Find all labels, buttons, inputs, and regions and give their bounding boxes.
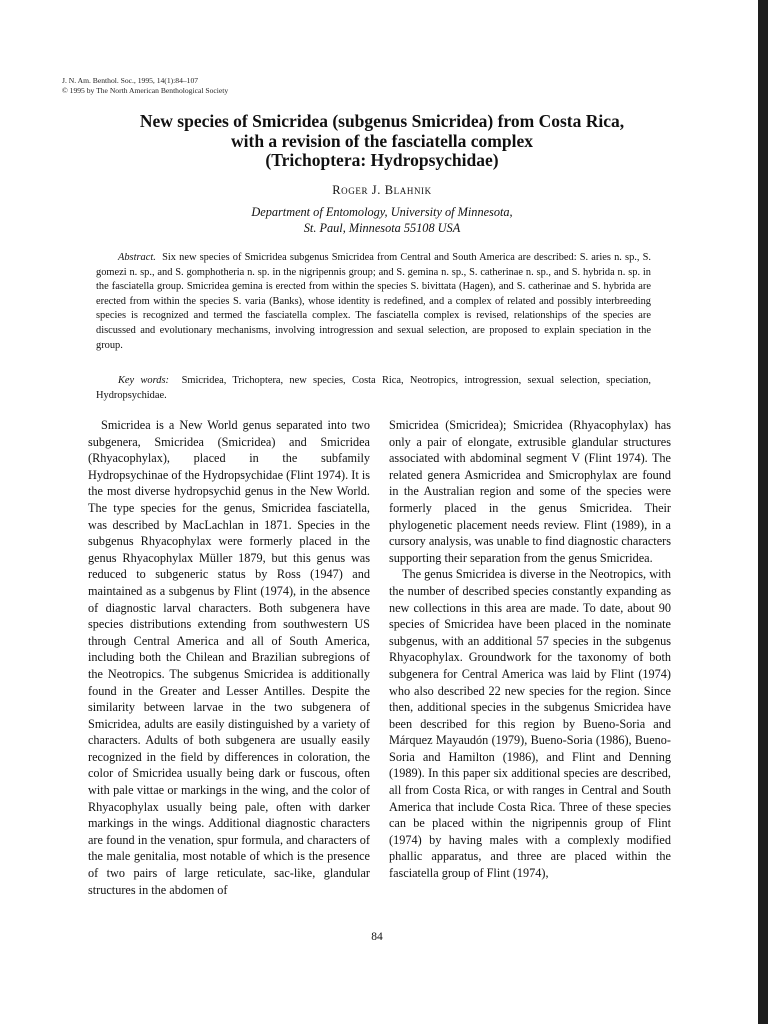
title-line-1: New species of Smicridea (subgenus Smicridea) from Costa Rica,	[139, 111, 625, 131]
abstract-label: Abstract.	[118, 252, 156, 263]
abstract-text: Six new species of Smicridea subgenus Smicridea from Central and South America are described: S. aries n. sp., S. gomezi n. sp., and S. gomphotheria n. sp. in the nigripennis group; and S. gemina n. sp., S. catherinae n. sp., and S. hybrida n. sp. in the fasciatella group. Smicridea gemina is erected from within the species S. bivittata (Hagen), and S. catherinae and S. hybrida are erected from within the species S. varia (Banks), whose identity is redefined, and a complex of related and possibly interbreeding species is recognized and termed the fasciatella complex. The fasciatella complex is revised, relationships of the species are discussed and evolutionary mechanisms, involving introgression and sexual selection, are proposed to explain speciation in the group.	[96, 252, 651, 351]
keywords	[96, 374, 651, 403]
body-paragraph: Smicridea is a New World genus separated into two subgenera, Smicridea (Smicridea) and Smicridea (Rhyacophylax), placed in the subfamily Hydropsychinae of the Hydropsychidae (Flint 1974). It is the most diverse hydropsychid genus in the New World. The type species for the genus, Smicridea fasciatella, was described by MacLachlan in 1871. Species in the subgenus Rhyacophylax were formerly placed in the genus Rhyacophylax Müller 1879, but this genus was reduced to subgeneric status by Ross (1947) and maintained as a subgenus by Flint (1974), in the absence of diagnostic larval characters. Both subgenera have species distributions extending from southwestern US through Central America and all of South America, including both the Chilean and Brazilian subregions of the Neotropics. The subgenus Smicridea is additionally found in the Greater and Lesser Antilles. Despite the similarity between larvae in the two subgenera of Smicridea, adults are easily distinguished by a variety of characters. Adults of both subgenera are usually easily recognized in the field by differences in coloration, the color of Smicridea usually being dark or fuscous, often with pale vittae or markings in the wing, and the color of Rhyacophylax usually being pale, often with darker markings in the wings. Additional diagnostic characters are found in the venation, spur formula, and characters of the male genitalia, most notable of which is the presence of two pairs of large reticulate, sac-like, glandular structures in the abdomen of	[88, 418, 370, 897]
keywords-label: Key words:	[118, 375, 169, 386]
keywords-text: Smicridea, Trichoptera, new species, Costa Rica, Neotropics, introgression, sexual selection, speciation, Hydropsychidae.	[96, 375, 651, 401]
affiliation-line-2: St. Paul, Minnesota 55108 USA	[303, 221, 461, 235]
title-line-3: (Trichoptera: Hydropsychidae)	[265, 150, 499, 170]
body-paragraph: The genus Smicridea is diverse in the Neotropics, with the number of described species constantly expanding as new collections in this area are made. To date, about 90 species of Smicridea have been placed in the nominate subgenus, with an additional 57 species in the subgenus Rhyacophylax. Groundwork for the taxonomy of both subgenera for Central America was laid by Flint (1974) who also described 22 new species for the region. Since then, additional species in the subgenus Smicridea have been described for this region by Bueno-Soria and Márquez Mayaudón (1979), Bueno-Soria (1986), Bueno-Soria and Hamilton (1986), and Flint and Denning (1989). In this paper six additional species are described, all from Costa Rica, or with ranges in Central and South America that include Costa Rica. Three of these species can be placed within the nigripennis group of Flint (1974) by having males with a complexly modified phallic apparatus, and three are placed within the fasciatella group of Flint (1974),	[389, 567, 671, 881]
title-line-2: with a revision of the fasciatella complex	[231, 130, 533, 151]
right-column	[389, 417, 671, 882]
article-title	[62, 112, 702, 171]
journal-header	[62, 76, 228, 96]
copyright-line: © 1995 by The North American Benthological Society	[62, 86, 229, 95]
body-paragraph: Smicridea (Smicridea); Smicridea (Rhyacophylax) has only a pair of elongate, extrusible glandular structures associated with abdominal segment V (Flint 1974). The related genera Asmicridea and Smicrophylax are found in the Australian region and some of the species were formerly placed in the genus Smicridea. Their phylogenetic placement needs review. Flint (1989), in a cursory analysis, was unable to find diagnostic characters supporting their separation from the genus Smicridea.	[389, 418, 671, 565]
page-number: 84	[371, 931, 383, 943]
author-affiliation	[62, 204, 702, 236]
left-column	[88, 417, 370, 898]
scan-edge-border	[758, 0, 768, 1024]
author-name: Roger J. Blahnik	[332, 183, 432, 197]
affiliation-line-1: Department of Entomology, University of Minnesota,	[251, 205, 513, 219]
journal-citation: J. N. Am. Benthol. Soc., 1995, 14(1):84–107	[62, 76, 199, 85]
abstract	[96, 251, 651, 353]
